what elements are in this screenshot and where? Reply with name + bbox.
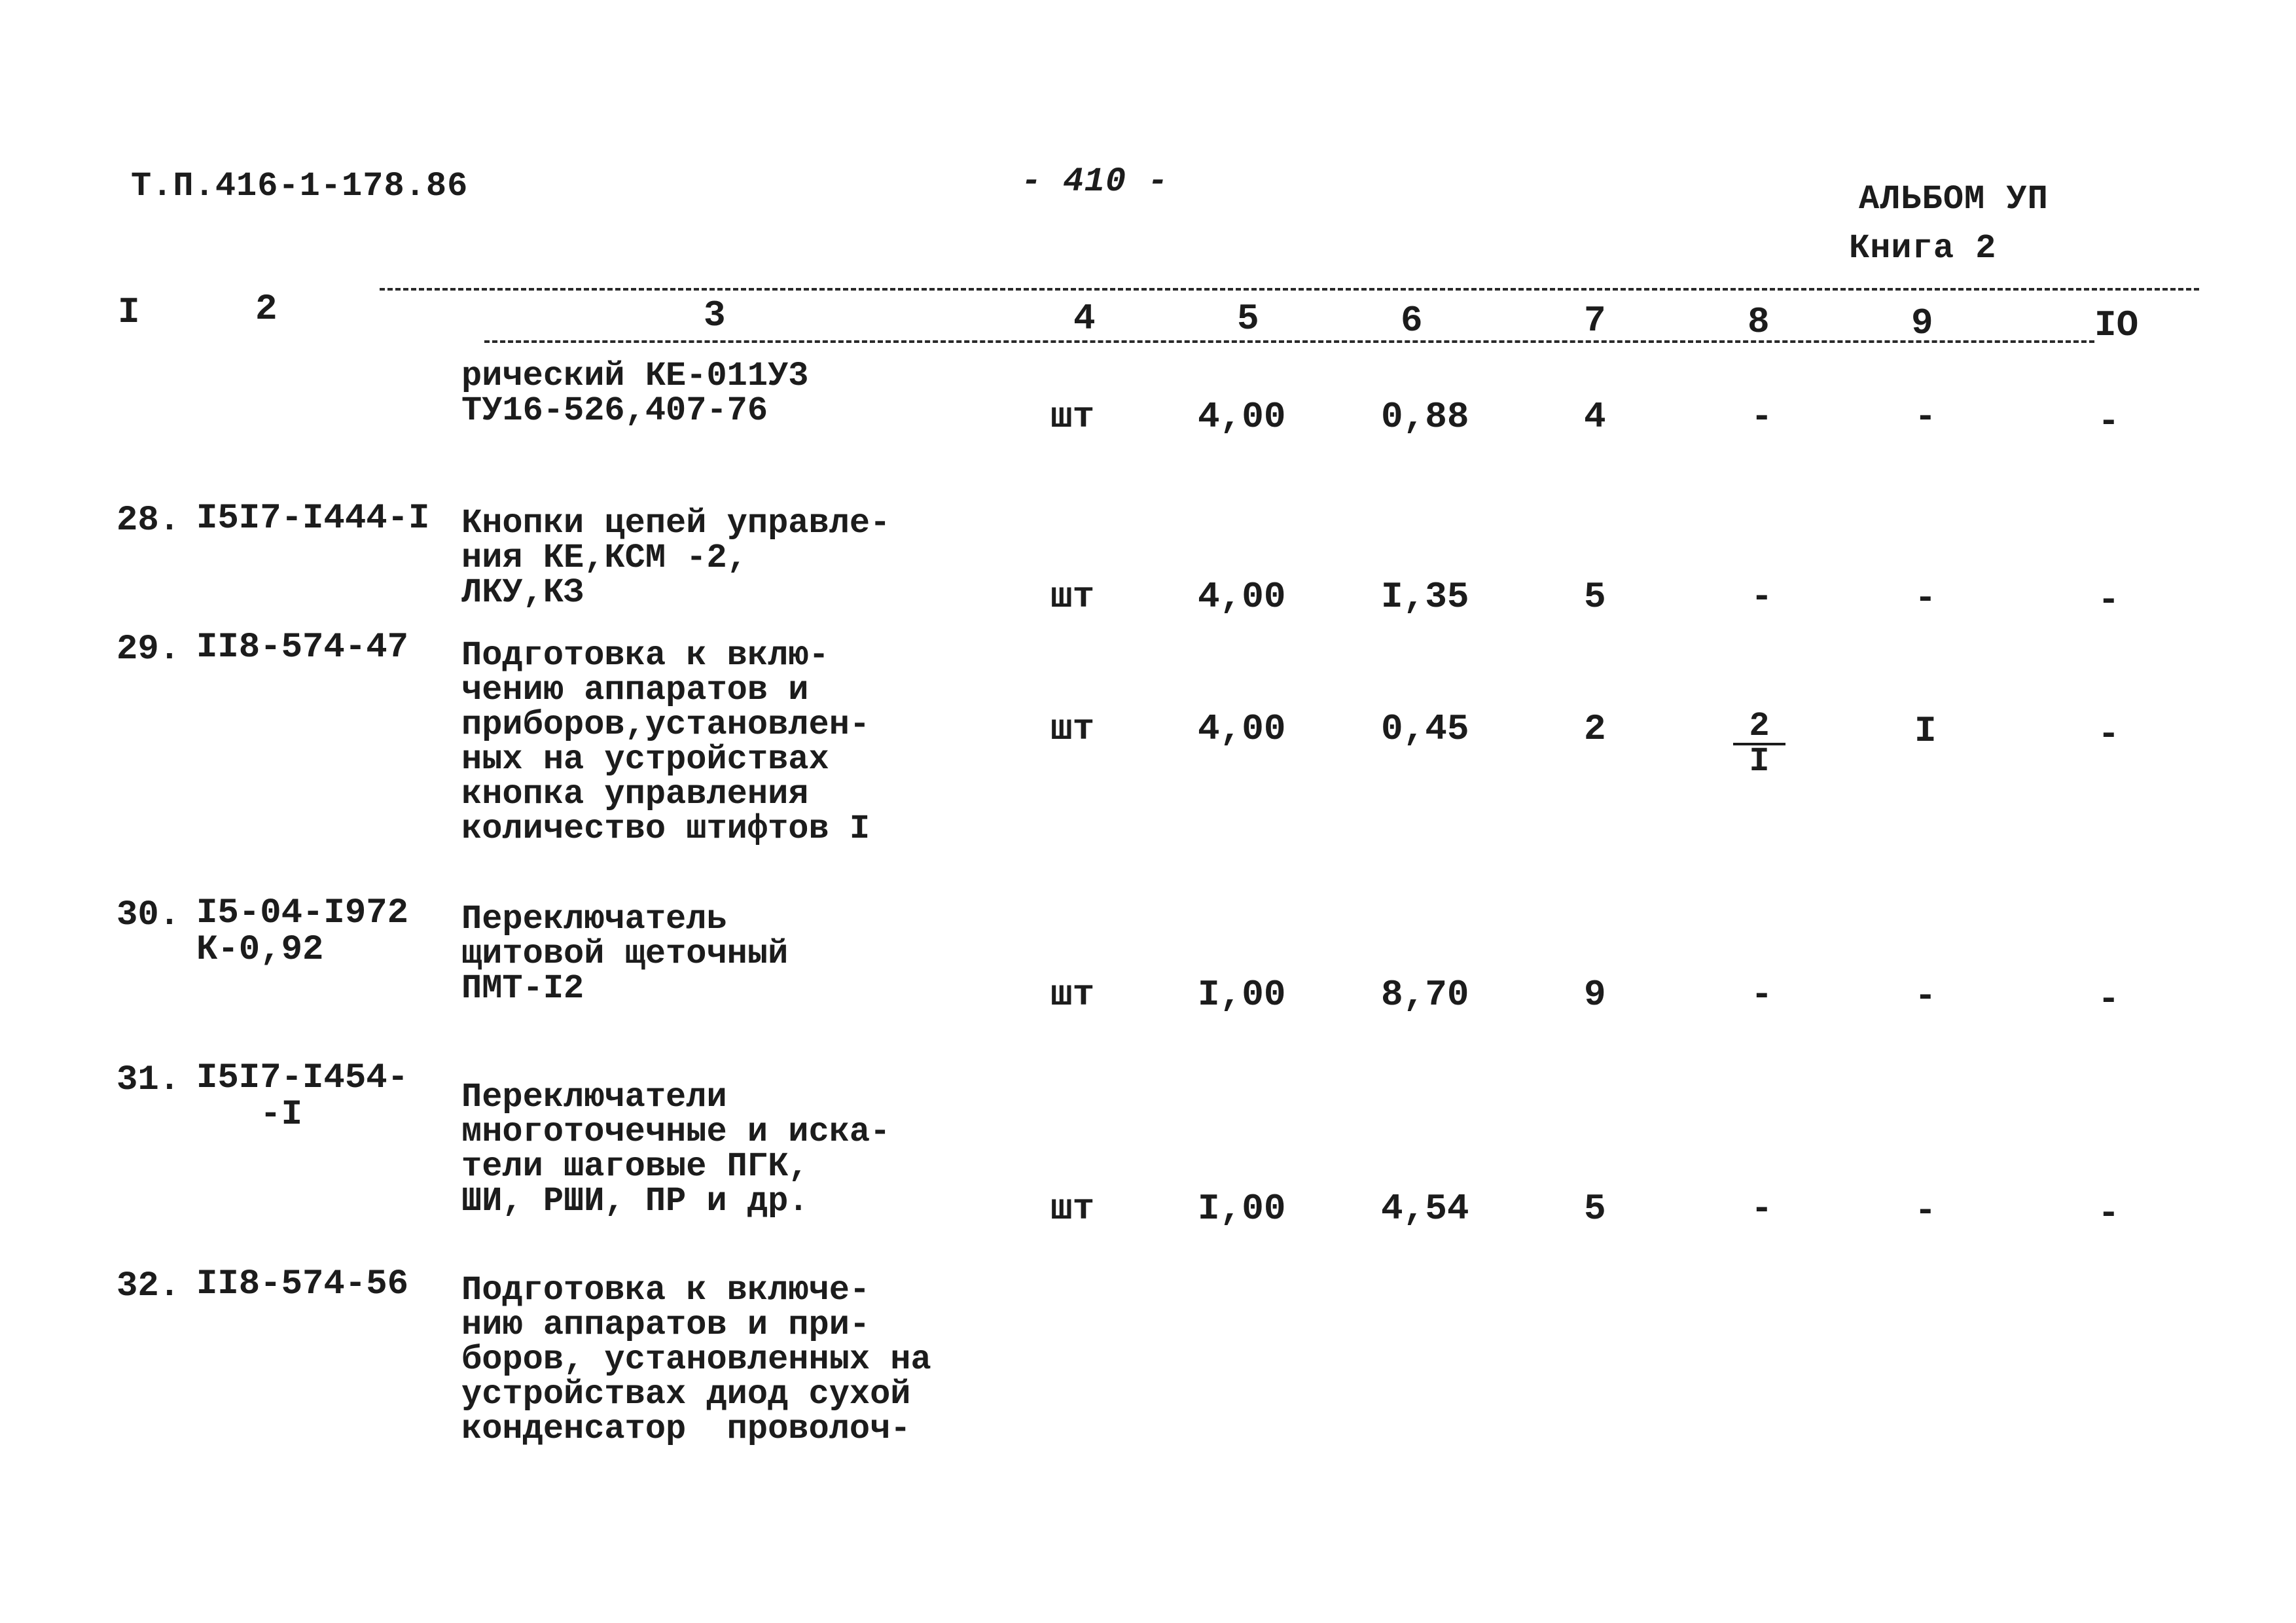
header-top-rule <box>380 288 2199 291</box>
row-unit: шт <box>1050 576 1095 618</box>
row-description-line: ПМТ-I2 <box>461 969 584 1008</box>
column-header-4: 4 <box>1073 298 1096 340</box>
row-number: 30. <box>117 895 181 935</box>
row-description-line: ШИ, РШИ, ПР и др. <box>461 1182 809 1221</box>
row-description-line: рический КЕ-011У3 <box>461 357 809 395</box>
column-header-10: IO <box>2094 304 2139 346</box>
row-col10: - <box>2098 579 2120 621</box>
row-col8: - <box>1751 396 1773 438</box>
row-description-line: многоточечные и иска- <box>461 1113 891 1151</box>
row-description-line: Кнопки цепей управле- <box>461 504 891 543</box>
row-description-line: ЛКУ,КЗ <box>461 573 584 612</box>
row-description-line: количество штифтов I <box>461 810 870 848</box>
row-code-line: I5-04-I972 <box>196 893 409 933</box>
row-unit: шт <box>1050 974 1095 1016</box>
row-code-line: I5I7-I444-I <box>196 499 430 539</box>
column-header-5: 5 <box>1237 298 1259 340</box>
row-description-line: кнопка управления <box>461 775 809 813</box>
row-code-line: К-0,92 <box>196 930 324 970</box>
row-description-line: Подготовка к вклю- <box>461 636 829 675</box>
row-col5: 4,00 <box>1198 396 1286 438</box>
row-unit: шт <box>1050 396 1095 438</box>
row-description-line: чению аппаратов и <box>461 671 809 709</box>
row-code-line: -I <box>196 1095 303 1135</box>
row-unit: шт <box>1050 708 1095 750</box>
row-col5: 4,00 <box>1198 576 1286 618</box>
page-number: - 410 - <box>1021 162 1169 201</box>
row-description-line: Подготовка к включе- <box>461 1271 870 1310</box>
book-label: Книга 2 <box>1849 229 1997 268</box>
row-col10: - <box>2098 713 2120 755</box>
fraction-denominator: I <box>1749 742 1770 781</box>
row-description-line: щитовой щеточный <box>461 935 789 973</box>
row-description-line: боров, установленных на <box>461 1340 931 1379</box>
header-bottom-rule <box>484 340 2094 343</box>
row-col9: - <box>1914 975 1937 1017</box>
row-col5: 4,00 <box>1198 708 1286 750</box>
row-code-line: I5I7-I454- <box>196 1058 409 1098</box>
row-description-line: Переключатели <box>461 1078 727 1116</box>
column-header-9: 9 <box>1911 302 1933 344</box>
row-col8-fraction <box>1733 707 1785 781</box>
row-col8: - <box>1751 974 1773 1016</box>
row-number: 29. <box>117 630 181 669</box>
document-code: Т.П.416-1-178.86 <box>131 167 469 205</box>
row-col7: 9 <box>1584 974 1606 1016</box>
row-description-line: ТУ16-526,407-76 <box>461 391 768 430</box>
row-col6: 8,70 <box>1381 974 1469 1016</box>
row-description-line: ных на устройствах <box>461 740 829 779</box>
row-col7: 5 <box>1584 576 1606 618</box>
row-number: 32. <box>117 1266 181 1306</box>
row-description-line: нию аппаратов и при- <box>461 1306 870 1344</box>
row-unit: шт <box>1050 1188 1095 1230</box>
row-col5: I,00 <box>1198 1188 1286 1230</box>
row-col10: - <box>2098 1192 2120 1234</box>
column-header-2: 2 <box>255 288 278 330</box>
row-description-line: приборов,установлен- <box>461 705 870 744</box>
row-code-line: II8-574-56 <box>196 1264 409 1304</box>
row-col8: - <box>1751 1188 1773 1230</box>
album-label: АЛЬБОМ УП <box>1859 180 2049 219</box>
row-code-line: II8-574-47 <box>196 628 409 668</box>
column-header-3: 3 <box>704 294 726 336</box>
row-description-line: Переключатель <box>461 900 727 938</box>
column-header-6: 6 <box>1401 300 1423 342</box>
row-description-line: конденсатор проволоч- <box>461 1410 911 1448</box>
row-col10: - <box>2098 401 2120 442</box>
row-col6: I,35 <box>1381 576 1469 618</box>
column-header-7: 7 <box>1584 300 1606 342</box>
column-header-8: 8 <box>1748 301 1770 343</box>
row-description-line: устройствах диод сухой <box>461 1375 911 1414</box>
row-col6: 4,54 <box>1381 1188 1469 1230</box>
row-col10: - <box>2098 978 2120 1020</box>
row-col7: 5 <box>1584 1188 1606 1230</box>
row-col9: - <box>1914 577 1937 619</box>
row-col7: 4 <box>1584 396 1606 438</box>
row-col6: 0,45 <box>1381 708 1469 750</box>
row-description-line: ния КЕ,КСМ -2, <box>461 539 747 577</box>
row-col7: 2 <box>1584 708 1606 750</box>
row-col9: - <box>1914 396 1937 438</box>
row-col6: 0,88 <box>1381 396 1469 438</box>
row-col9: I <box>1914 710 1937 752</box>
row-col9: - <box>1914 1190 1937 1232</box>
row-number: 28. <box>117 501 181 541</box>
row-col5: I,00 <box>1198 974 1286 1016</box>
column-header-1: I <box>118 291 140 333</box>
row-col8: - <box>1751 576 1773 618</box>
row-description-line: тели шаговые ПГК, <box>461 1147 809 1186</box>
row-number: 31. <box>117 1060 181 1100</box>
fraction-numerator: 2 <box>1733 710 1785 745</box>
